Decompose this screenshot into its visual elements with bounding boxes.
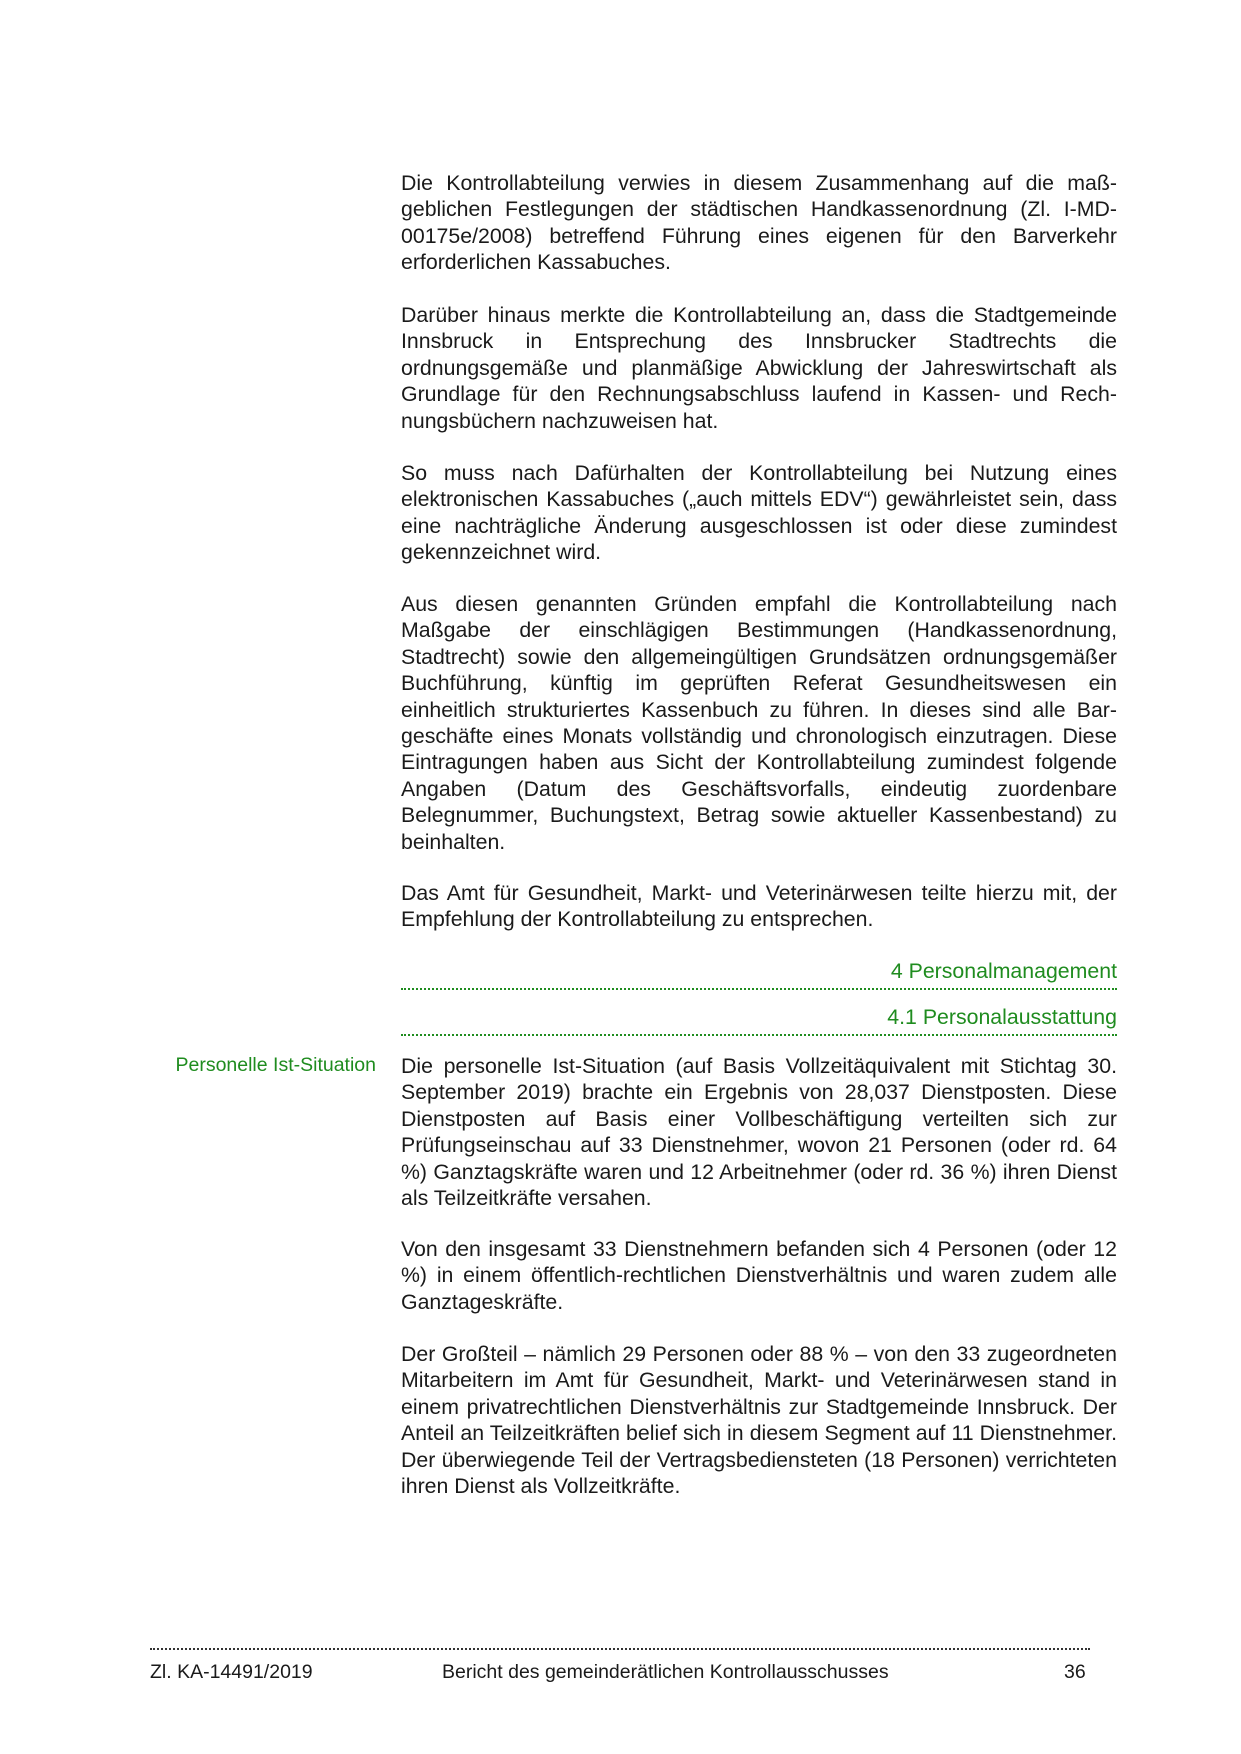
paragraph-stadtrecht: Darüber hinaus merkte die Kontrollabteilung an, dass die Stadtgemeinde Innsbruck in Entsprechung des Innsbrucker Stadtrechts die ordnungsgemäße und planmäßige Abwicklung der Jahreswirtschaft als Grundlage für den Rechnungsabschluss laufend in Kassen- und Rechnungsbüchern nachzuweisen hat. [401, 303, 1117, 433]
margin-note: Personelle Ist-Situation [175, 1054, 376, 1076]
paragraph-stellungnahme: Das Amt für Gesundheit, Markt- und Veterinärwesen teilte hierzu mit, der Empfehlung der Kontrollabteilung zu entsprechen. [401, 881, 1117, 932]
paragraph-handkassenordnung: Die Kontrollabteilung verwies in diesem Zusammenhang auf die maßgeblichen Festlegungen der städtischen Handkassenordnung (Zl. I-MD-00175e/2008) betreffend Führung eines eigenen für den Barverkehr erforderlichen Kassabuches. [401, 171, 1117, 275]
section-heading-personalausstattung: 4.1 Personalausstattung [401, 1004, 1117, 1036]
footer-report-title: Bericht des gemeinderätlichen Kontrollausschusses [442, 1661, 889, 1683]
section-heading-personalmanagement: 4 Personalmanagement [401, 958, 1117, 990]
paragraph-ist-situation: Die personelle Ist-Situation (auf Basis Vollzeitäquivalent mit Stichtag 30. September 2019) brachte ein Ergebnis von 28,037 Dienstposten. Diese Dienstposten auf Basis einer Vollbeschäftigung verteilten sich zur Prüfungseinschau auf 33 Dienstnehmer, wovon 21 Personen (oder rd. 64 %) Ganztagskräfte waren und 12 Arbeitnehmer (oder rd. 36 %) ihren Dienst als Teilzeitkräfte versahen. [401, 1054, 1117, 1211]
paragraph-elektronisches-kassabuch: So muss nach Dafürhalten der Kontrollabteilung bei Nutzung eines elektronischen Kassabuches („auch mittels EDV“) gewährleistet sein, dass eine nachträgliche Änderung ausgeschlossen ist oder diese zumindest gekennzeichnet wird. [401, 461, 1117, 565]
paragraph-empfehlung: Aus diesen genannten Gründen empfahl die Kontrollabteilung nach Maßgabe der einschlägigen Bestimmungen (Handkassenordnung, Stadtrecht) sowie den allgemeingültigen Grundsätzen ordnungsgemäßer Buchführung, künftig im geprüften Referat Gesundheitswesen ein einheitlich strukturiertes Kassenbuch zu führen. In dieses sind alle Bargeschäfte eines Monats vollständig und chronologisch einzutragen. Diese Eintragungen haben aus Sicht der Kontrollabteilung zumindest folgende Angaben (Datum des Geschäftsvorfalls, eindeutig zuordenbare Belegnummer, Buchungstext, Betrag sowie aktueller Kassenbestand) zu beinhalten. [401, 592, 1117, 854]
page-number: 36 [1064, 1661, 1086, 1683]
paragraph-oeffentlich-rechtlich: Von den insgesamt 33 Dienstnehmern befanden sich 4 Personen (oder 12 %) in einem öffentlich-rechtlichen Dienstverhältnis und waren zudem alle Ganztageskräfte. [401, 1237, 1117, 1314]
paragraph-privatrechtlich: Der Großteil – nämlich 29 Personen oder 88 % – von den 33 zugeordneten Mitarbeitern im Amt für Gesundheit, Markt- und Veterinärwesen stand in einem privatrechtlichen Dienstverhältnis zur Stadtgemeinde Innsbruck. Der Anteil an Teilzeitkräften belief sich in diesem Segment auf 11 Dienstnehmer. Der überwiegende Teil der Vertragsbediensteten (18 Personen) verrichteten ihren Dienst als Vollzeitkräfte. [401, 1342, 1117, 1499]
footer-divider [150, 1648, 1090, 1650]
footer-reference: Zl. KA-14491/2019 [150, 1661, 313, 1683]
